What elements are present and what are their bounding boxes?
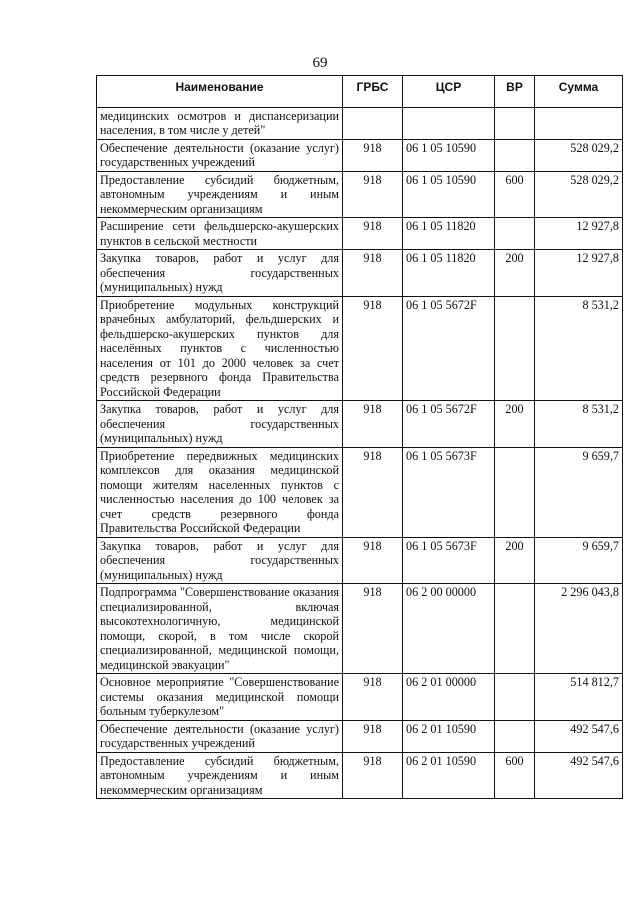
cell-sum: 12 927,8 bbox=[535, 218, 623, 250]
cell-name: Приобретение передвижных медицинских комплексов для оказания медицинской помощи жителям населенных пунктов с численностью населения до 100 человек за счет средств резервного фонда Правительства Российской Федерации bbox=[97, 447, 343, 537]
cell-sum: 9 659,7 bbox=[535, 447, 623, 537]
cell-sum: 528 029,2 bbox=[535, 139, 623, 171]
cell-grbs: 918 bbox=[343, 250, 403, 297]
cell-name: Основное мероприятие "Совершенствование системы оказания медицинской помощи больным туберкулезом" bbox=[97, 674, 343, 721]
table-row bbox=[97, 674, 623, 721]
cell-name: Обеспечение деятельности (оказание услуг) государственных учреждений bbox=[97, 720, 343, 752]
header-grbs: ГРБС bbox=[343, 76, 403, 108]
cell-csr: 06 1 05 5672F bbox=[403, 401, 495, 448]
cell-name: Предоставление субсидий бюджетным, автономным учреждениям и иным некоммерческим организациям bbox=[97, 171, 343, 218]
table-row bbox=[97, 752, 623, 799]
cell-name: Предоставление субсидий бюджетным, автономным учреждениям и иным некоммерческим организациям bbox=[97, 752, 343, 799]
cell-grbs: 918 bbox=[343, 720, 403, 752]
cell-grbs: 918 bbox=[343, 584, 403, 674]
cell-csr: 06 1 05 5672F bbox=[403, 296, 495, 401]
table-row bbox=[97, 218, 623, 250]
cell-vr bbox=[495, 720, 535, 752]
table-row bbox=[97, 537, 623, 584]
cell-sum: 528 029,2 bbox=[535, 171, 623, 218]
cell-name: Обеспечение деятельности (оказание услуг) государственных учреждений bbox=[97, 139, 343, 171]
cell-vr bbox=[495, 218, 535, 250]
cell-grbs bbox=[343, 107, 403, 139]
cell-vr: 200 bbox=[495, 537, 535, 584]
cell-vr: 600 bbox=[495, 171, 535, 218]
cell-csr: 06 2 01 00000 bbox=[403, 674, 495, 721]
table-row bbox=[97, 250, 623, 297]
cell-grbs: 918 bbox=[343, 674, 403, 721]
cell-name: Расширение сети фельдшерско-акушерских пунктов в сельской местности bbox=[97, 218, 343, 250]
table-row bbox=[97, 584, 623, 674]
header-sum: Сумма bbox=[535, 76, 623, 108]
cell-vr bbox=[495, 584, 535, 674]
cell-grbs: 918 bbox=[343, 296, 403, 401]
header-csr: ЦСР bbox=[403, 76, 495, 108]
table-row bbox=[97, 171, 623, 218]
cell-csr: 06 1 05 5673F bbox=[403, 447, 495, 537]
cell-name: Закупка товаров, работ и услуг для обеспечения государственных (муниципальных) нужд bbox=[97, 401, 343, 448]
cell-name: Закупка товаров, работ и услуг для обеспечения государственных (муниципальных) нужд bbox=[97, 537, 343, 584]
cell-vr: 600 bbox=[495, 752, 535, 799]
cell-sum: 2 296 043,8 bbox=[535, 584, 623, 674]
cell-vr bbox=[495, 674, 535, 721]
cell-grbs: 918 bbox=[343, 218, 403, 250]
table-row bbox=[97, 296, 623, 401]
cell-grbs: 918 bbox=[343, 537, 403, 584]
cell-csr: 06 2 00 00000 bbox=[403, 584, 495, 674]
cell-vr bbox=[495, 139, 535, 171]
table-body bbox=[97, 107, 623, 799]
table-row bbox=[97, 139, 623, 171]
cell-grbs: 918 bbox=[343, 171, 403, 218]
cell-csr: 06 2 01 10590 bbox=[403, 720, 495, 752]
cell-vr bbox=[495, 296, 535, 401]
cell-grbs: 918 bbox=[343, 752, 403, 799]
cell-csr: 06 1 05 11820 bbox=[403, 250, 495, 297]
cell-sum: 8 531,2 bbox=[535, 296, 623, 401]
cell-sum: 492 547,6 bbox=[535, 720, 623, 752]
cell-name: Подпрограмма "Совершенствование оказания специализированной, включая высокотехнологичную, медицинской помощи, скорой, в том числе скорой специализированной, медицинской помощи, медицинской эвакуации" bbox=[97, 584, 343, 674]
cell-sum: 12 927,8 bbox=[535, 250, 623, 297]
cell-vr bbox=[495, 447, 535, 537]
cell-sum: 492 547,6 bbox=[535, 752, 623, 799]
cell-name: Приобретение модульных конструкций врачебных амбулаторий, фельдшерских и фельдшерско-акушерских пунктов для населённых пунктов с численностью населения от 101 до 2000 человек за счет средств резервного фонда Правительства Российской Федерации bbox=[97, 296, 343, 401]
budget-table bbox=[96, 75, 623, 799]
cell-vr bbox=[495, 107, 535, 139]
cell-csr: 06 1 05 10590 bbox=[403, 139, 495, 171]
cell-name: медицинских осмотров и диспансеризации населения, в том числе у детей" bbox=[97, 107, 343, 139]
cell-name: Закупка товаров, работ и услуг для обеспечения государственных (муниципальных) нужд bbox=[97, 250, 343, 297]
cell-csr: 06 1 05 11820 bbox=[403, 218, 495, 250]
table-row bbox=[97, 720, 623, 752]
table-row bbox=[97, 401, 623, 448]
cell-grbs: 918 bbox=[343, 401, 403, 448]
cell-vr: 200 bbox=[495, 401, 535, 448]
table-header-row bbox=[97, 76, 623, 108]
cell-csr: 06 2 01 10590 bbox=[403, 752, 495, 799]
cell-csr: 06 1 05 5673F bbox=[403, 537, 495, 584]
page-number: 69 bbox=[312, 55, 328, 71]
header-name: Наименование bbox=[97, 76, 343, 108]
table-row bbox=[97, 107, 623, 139]
cell-sum: 8 531,2 bbox=[535, 401, 623, 448]
cell-csr bbox=[403, 107, 495, 139]
cell-sum: 514 812,7 bbox=[535, 674, 623, 721]
cell-sum bbox=[535, 107, 623, 139]
cell-csr: 06 1 05 10590 bbox=[403, 171, 495, 218]
header-vr: ВР bbox=[495, 76, 535, 108]
cell-sum: 9 659,7 bbox=[535, 537, 623, 584]
cell-grbs: 918 bbox=[343, 139, 403, 171]
cell-grbs: 918 bbox=[343, 447, 403, 537]
cell-vr: 200 bbox=[495, 250, 535, 297]
table-row bbox=[97, 447, 623, 537]
